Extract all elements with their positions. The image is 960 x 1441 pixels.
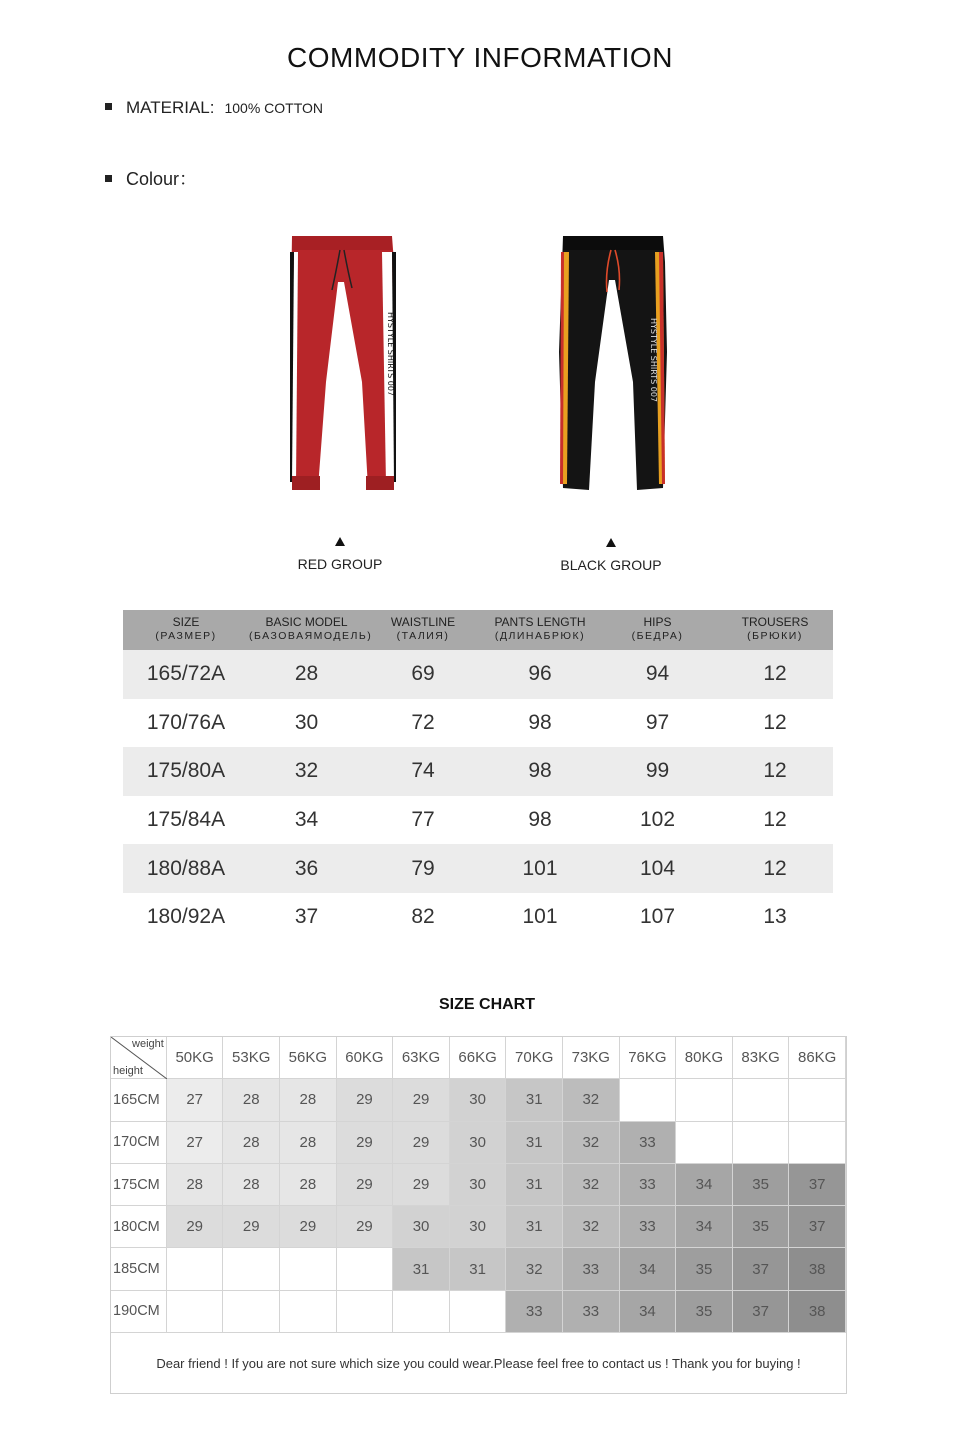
size-value-cell: 34 xyxy=(620,1248,677,1290)
size-value-cell xyxy=(223,1291,280,1333)
page-title: COMMODITY INFORMATION xyxy=(287,42,673,73)
size-value-cell: 33 xyxy=(620,1206,677,1248)
size-value-cell xyxy=(733,1079,790,1121)
size-value-cell: 30 xyxy=(450,1164,507,1206)
measurement-cell: 102 xyxy=(639,808,676,832)
measurement-cell: 98 xyxy=(528,759,552,783)
weight-header-cell: 63KG xyxy=(393,1037,450,1079)
size-value-cell: 29 xyxy=(393,1164,450,1206)
material-value: 100% COTTON xyxy=(224,100,324,116)
size-value-cell xyxy=(280,1248,337,1290)
size-value-cell: 33 xyxy=(506,1291,563,1333)
measurement-cell: 175/84A xyxy=(146,808,226,832)
size-value-cell xyxy=(280,1291,337,1333)
size-value-cell: 32 xyxy=(506,1248,563,1290)
measurement-cell: 12 xyxy=(763,662,787,686)
measurement-cell: 98 xyxy=(528,710,552,734)
measurement-row xyxy=(123,893,833,942)
weight-header-cell: 66KG xyxy=(450,1037,507,1079)
measurement-cell: 13 xyxy=(763,905,787,929)
size-chart-row xyxy=(111,1206,846,1248)
measurement-cell: 77 xyxy=(411,808,435,832)
size-value-cell: 33 xyxy=(620,1122,677,1164)
size-value-cell: 32 xyxy=(563,1079,620,1121)
size-value-cell: 31 xyxy=(393,1248,450,1290)
height-label-cell: 180CM xyxy=(111,1206,167,1248)
contact-note: Dear friend ! If you are not sure which size you could wear.Please feel free to contact us ! Thank you for buying ! xyxy=(156,1356,801,1371)
size-value-cell: 31 xyxy=(506,1122,563,1164)
size-value-cell: 31 xyxy=(450,1248,507,1290)
bullet-square-icon xyxy=(105,103,112,110)
measurement-cell: 94 xyxy=(645,662,670,686)
size-value-cell: 28 xyxy=(167,1164,224,1206)
size-chart-row xyxy=(111,1122,846,1164)
measurement-cell: 96 xyxy=(528,662,552,686)
measurement-row xyxy=(123,796,833,845)
size-value-cell: 32 xyxy=(563,1122,620,1164)
corner-weight-label: weight xyxy=(132,1038,164,1050)
measurement-cell: 82 xyxy=(411,905,435,929)
size-value-cell: 29 xyxy=(337,1079,394,1121)
size-value-cell: 31 xyxy=(506,1164,563,1206)
size-value-cell: 29 xyxy=(280,1206,337,1248)
header-trousers: TROUSERS (БРЮКИ) xyxy=(741,615,809,642)
red-group-caption: RED GROUP xyxy=(297,556,383,572)
weight-header-cell: 73KG xyxy=(563,1037,620,1079)
weight-header-cell: 53KG xyxy=(223,1037,280,1079)
size-value-cell: 35 xyxy=(676,1248,733,1290)
size-value-cell: 37 xyxy=(733,1248,790,1290)
material-label: MATERIAL: xyxy=(126,98,215,117)
measurement-cell: 165/72A xyxy=(146,662,226,686)
size-value-cell: 29 xyxy=(167,1206,224,1248)
size-value-cell xyxy=(733,1122,790,1164)
size-chart-header-row xyxy=(111,1037,846,1079)
black-pants-print: HYSTYLE SHIRTS 007 xyxy=(649,318,658,403)
measurement-cell: 12 xyxy=(763,808,787,832)
size-value-cell: 28 xyxy=(223,1079,280,1121)
triangle-up-icon xyxy=(606,538,616,547)
height-label-cell: 190CM xyxy=(111,1291,167,1333)
measurement-header-row xyxy=(123,610,833,650)
black-group-caption: BLACK GROUP xyxy=(560,557,662,573)
measurement-cell: 12 xyxy=(763,759,787,783)
size-value-cell xyxy=(676,1122,733,1164)
size-value-cell xyxy=(167,1291,224,1333)
size-value-cell: 33 xyxy=(563,1248,620,1290)
size-value-cell: 30 xyxy=(450,1079,507,1121)
size-value-cell xyxy=(676,1079,733,1121)
size-value-cell: 27 xyxy=(167,1122,224,1164)
measurement-cell: 69 xyxy=(411,662,435,686)
size-value-cell xyxy=(393,1291,450,1333)
measurement-cell: 30 xyxy=(294,710,319,734)
size-value-cell: 29 xyxy=(337,1164,394,1206)
size-value-cell: 29 xyxy=(223,1206,280,1248)
size-value-cell: 29 xyxy=(393,1122,450,1164)
size-value-cell: 35 xyxy=(733,1164,790,1206)
size-value-cell: 27 xyxy=(167,1079,224,1121)
size-value-cell: 30 xyxy=(450,1122,507,1164)
size-value-cell: 33 xyxy=(620,1164,677,1206)
size-value-cell: 29 xyxy=(337,1206,394,1248)
measurement-cell: 97 xyxy=(645,710,670,734)
size-chart-corner xyxy=(111,1037,167,1079)
measurement-cell: 28 xyxy=(294,662,319,686)
weight-header-cell: 86KG xyxy=(789,1037,846,1079)
size-value-cell: 33 xyxy=(563,1291,620,1333)
height-label-cell: 185CM xyxy=(111,1248,167,1290)
size-value-cell xyxy=(620,1079,677,1121)
size-chart-row xyxy=(111,1079,846,1121)
size-value-cell xyxy=(223,1248,280,1290)
header-hips: HIPS (БЕДРА) xyxy=(631,615,684,642)
size-value-cell xyxy=(337,1291,394,1333)
size-value-cell: 37 xyxy=(733,1291,790,1333)
size-value-cell: 37 xyxy=(789,1206,846,1248)
size-value-cell: 32 xyxy=(563,1206,620,1248)
size-chart-row xyxy=(111,1164,846,1206)
size-value-cell: 34 xyxy=(620,1291,677,1333)
size-value-cell: 35 xyxy=(733,1206,790,1248)
size-value-cell: 28 xyxy=(223,1164,280,1206)
measurement-cell: 32 xyxy=(294,759,319,783)
colour-label: Colour： xyxy=(126,169,198,189)
size-value-cell: 28 xyxy=(280,1079,337,1121)
header-size: SIZE (РАЗМЕР) xyxy=(155,615,217,642)
measurement-cell: 12 xyxy=(763,856,787,880)
size-value-cell: 37 xyxy=(789,1164,846,1206)
weight-header-cell: 56KG xyxy=(280,1037,337,1079)
size-value-cell: 35 xyxy=(676,1291,733,1333)
triangle-up-icon xyxy=(335,537,345,546)
size-value-cell: 38 xyxy=(789,1291,846,1333)
size-value-cell: 38 xyxy=(789,1248,846,1290)
weight-header-cell: 60KG xyxy=(337,1037,394,1079)
size-value-cell: 30 xyxy=(393,1206,450,1248)
measurement-cell: 37 xyxy=(294,905,319,929)
measurement-cell: 98 xyxy=(528,808,552,832)
corner-height-label: height xyxy=(113,1065,143,1078)
height-label-cell: 165CM xyxy=(111,1079,167,1121)
size-value-cell: 29 xyxy=(393,1079,450,1121)
measurement-row xyxy=(123,650,833,699)
measurement-row xyxy=(123,699,833,748)
bullet-square-icon xyxy=(105,175,112,182)
measurement-cell: 36 xyxy=(294,856,319,880)
red-pants-print: HYSTYLE SHIRTS 007 xyxy=(386,312,395,397)
measurement-cell: 101 xyxy=(522,856,558,880)
measurement-cell: 34 xyxy=(294,808,319,832)
size-value-cell xyxy=(789,1079,846,1121)
measurement-table xyxy=(123,610,833,942)
size-value-cell: 29 xyxy=(337,1122,394,1164)
measurement-cell: 107 xyxy=(639,905,676,929)
size-value-cell: 31 xyxy=(506,1206,563,1248)
measurement-cell: 12 xyxy=(763,710,787,734)
size-value-cell: 28 xyxy=(223,1122,280,1164)
weight-header-cell: 50KG xyxy=(167,1037,224,1079)
measurement-row xyxy=(123,747,833,796)
measurement-cell: 79 xyxy=(411,856,435,880)
size-value-cell: 32 xyxy=(563,1164,620,1206)
height-label-cell: 170CM xyxy=(111,1122,167,1164)
weight-header-cell: 70KG xyxy=(506,1037,563,1079)
size-value-cell: 28 xyxy=(280,1122,337,1164)
measurement-cell: 74 xyxy=(411,759,435,783)
black-pants-image[interactable] xyxy=(555,232,671,494)
size-value-cell xyxy=(337,1248,394,1290)
size-chart-grid xyxy=(110,1036,847,1394)
measurement-cell: 180/92A xyxy=(146,905,226,929)
measurement-cell: 180/88A xyxy=(146,856,226,880)
header-waistline: WAISTLINE (ТАЛИЯ) xyxy=(390,615,456,642)
size-value-cell: 31 xyxy=(506,1079,563,1121)
size-chart-row xyxy=(111,1248,846,1290)
size-chart-title: SIZE CHART xyxy=(439,996,535,1013)
material-row xyxy=(105,98,323,118)
size-value-cell xyxy=(789,1122,846,1164)
height-label-cell: 175CM xyxy=(111,1164,167,1206)
measurement-cell: 170/76A xyxy=(146,710,226,734)
red-pants-image[interactable] xyxy=(282,232,402,494)
size-value-cell: 30 xyxy=(450,1206,507,1248)
measurement-cell: 99 xyxy=(645,759,670,783)
colour-row xyxy=(105,165,197,191)
measurement-cell: 101 xyxy=(522,905,558,929)
weight-header-cell: 76KG xyxy=(620,1037,677,1079)
size-value-cell: 34 xyxy=(676,1164,733,1206)
weight-header-cell: 80KG xyxy=(676,1037,733,1079)
size-value-cell: 34 xyxy=(676,1206,733,1248)
weight-header-cell: 83KG xyxy=(733,1037,790,1079)
header-basic-model: BASIC MODEL (БАЗОВАЯМОДЕЛЬ) xyxy=(249,615,373,642)
measurement-cell: 72 xyxy=(411,710,435,734)
header-pants-length: PANTS LENGTH (ДЛИНАБРЮК) xyxy=(494,615,586,642)
measurement-cell: 104 xyxy=(639,856,676,880)
size-value-cell: 28 xyxy=(280,1164,337,1206)
size-value-cell xyxy=(167,1248,224,1290)
size-value-cell xyxy=(450,1291,507,1333)
measurement-cell: 175/80A xyxy=(146,759,226,783)
size-chart-row xyxy=(111,1291,846,1333)
measurement-row xyxy=(123,844,833,893)
